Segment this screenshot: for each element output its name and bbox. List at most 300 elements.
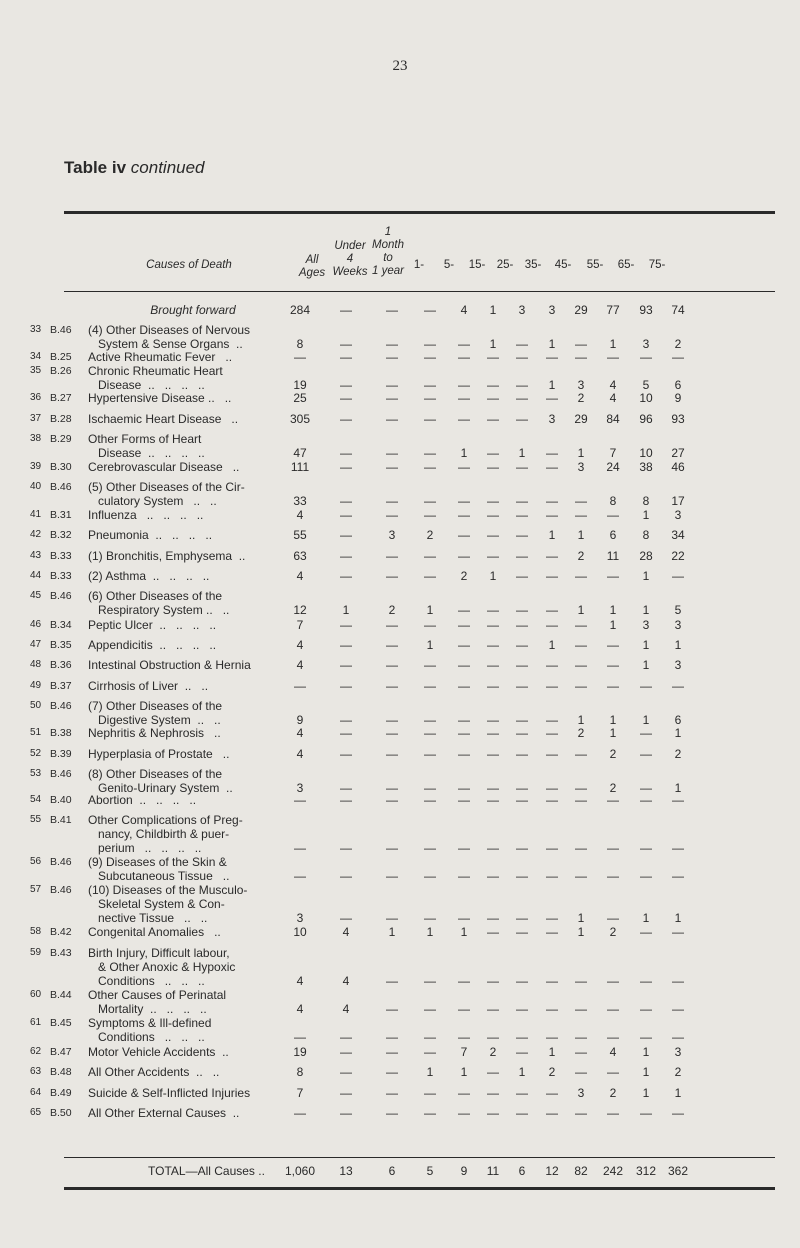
row-cell: — bbox=[294, 1030, 306, 1044]
row-cell: — bbox=[340, 1065, 352, 1079]
row-cell: 1 bbox=[426, 1065, 434, 1079]
row-cell: — bbox=[424, 726, 436, 740]
row-cell: — bbox=[607, 911, 619, 925]
row-cell: — bbox=[487, 974, 499, 988]
row-cell: — bbox=[516, 460, 528, 474]
row-cell: — bbox=[487, 841, 499, 855]
row-code: B.32 bbox=[50, 529, 72, 541]
row-cell: 4 bbox=[296, 974, 304, 988]
row-cell: — bbox=[294, 793, 306, 807]
row-cell: 2 bbox=[674, 747, 682, 761]
row-cell: — bbox=[340, 1030, 352, 1044]
row-cell: — bbox=[640, 974, 652, 988]
row-cell: 8 bbox=[642, 528, 650, 542]
row-code: B.28 bbox=[50, 413, 72, 425]
row-cell: — bbox=[487, 460, 499, 474]
row-cause bbox=[88, 1016, 316, 1044]
row-cause-line: & Other Anoxic & Hypoxic bbox=[88, 960, 236, 974]
row-cell: — bbox=[487, 1030, 499, 1044]
row-cell: 1 bbox=[674, 781, 682, 795]
row-cell: — bbox=[546, 494, 558, 508]
row-code: B.47 bbox=[50, 1046, 72, 1058]
row-cell: 3 bbox=[518, 303, 526, 317]
row-number: 54 bbox=[30, 794, 42, 805]
row-cell: — bbox=[424, 549, 436, 563]
row-cause-line: Other Causes of Perinatal bbox=[88, 988, 227, 1002]
row-cell: 10 bbox=[639, 446, 653, 460]
row-cell: 1 bbox=[642, 713, 650, 727]
row-cause bbox=[88, 460, 316, 474]
row-number: 42 bbox=[30, 529, 42, 540]
row-cell: 1 bbox=[489, 569, 497, 583]
row-cell: — bbox=[546, 713, 558, 727]
row-cell: — bbox=[340, 569, 352, 583]
row-cell: 1 bbox=[518, 1065, 526, 1079]
header-under4-l3: Weeks bbox=[332, 266, 368, 278]
row-cell: — bbox=[424, 1045, 436, 1059]
row-cell: — bbox=[487, 391, 499, 405]
row-cell: — bbox=[575, 350, 587, 364]
row-cell: — bbox=[424, 494, 436, 508]
row-cell: — bbox=[516, 974, 528, 988]
row-cell: 4 bbox=[609, 378, 617, 392]
row-cause-line: Congenital Anomalies .. bbox=[88, 925, 221, 939]
row-cell: — bbox=[640, 925, 652, 939]
row-cell: — bbox=[546, 911, 558, 925]
row-cell: — bbox=[424, 658, 436, 672]
row-cell: — bbox=[458, 869, 470, 883]
row-cause-line: Other Complications of Preg- bbox=[88, 813, 243, 827]
row-cell: — bbox=[546, 569, 558, 583]
row-cell: 1 bbox=[426, 925, 434, 939]
row-cell: — bbox=[340, 446, 352, 460]
row-cell: 7 bbox=[460, 1045, 468, 1059]
row-cell: — bbox=[575, 638, 587, 652]
row-code: B.36 bbox=[50, 659, 72, 671]
row-code: B.38 bbox=[50, 727, 72, 739]
header-age-45: 45- bbox=[554, 259, 572, 271]
row-cell: — bbox=[424, 446, 436, 460]
row-cell: 19 bbox=[293, 378, 307, 392]
row-cause-line: Conditions .. .. .. bbox=[88, 974, 205, 988]
row-cell: — bbox=[424, 1002, 436, 1016]
row-cause-line: Appendicitis .. .. .. .. bbox=[88, 638, 217, 652]
row-cell: 1 bbox=[609, 726, 617, 740]
row-cell: — bbox=[340, 658, 352, 672]
row-cell: — bbox=[546, 618, 558, 632]
row-cell: — bbox=[294, 679, 306, 693]
row-cause bbox=[88, 726, 316, 740]
rule-total-top bbox=[64, 1157, 775, 1158]
row-cell: — bbox=[575, 974, 587, 988]
row-cause bbox=[88, 988, 316, 1016]
row-cell: — bbox=[575, 747, 587, 761]
row-cause-line: Skeletal System & Con- bbox=[88, 897, 225, 911]
row-code: B.37 bbox=[50, 680, 72, 692]
row-cell: — bbox=[575, 869, 587, 883]
row-cell: — bbox=[516, 618, 528, 632]
row-cell: — bbox=[458, 726, 470, 740]
row-cell: — bbox=[340, 508, 352, 522]
row-cell: — bbox=[487, 378, 499, 392]
row-number: 45 bbox=[30, 590, 42, 601]
row-cell: 8 bbox=[609, 494, 617, 508]
row-cell: 1 bbox=[518, 446, 526, 460]
total-cell: 242 bbox=[602, 1164, 624, 1178]
row-cause bbox=[88, 747, 316, 761]
header-age-15: 15- bbox=[468, 259, 486, 271]
row-number: 39 bbox=[30, 461, 42, 472]
row-code: B.41 bbox=[50, 814, 72, 826]
row-cause-line: Subcutaneous Tissue .. bbox=[88, 869, 230, 883]
row-cell: — bbox=[516, 1030, 528, 1044]
row-cell: 4 bbox=[460, 303, 468, 317]
row-cell: — bbox=[424, 412, 436, 426]
row-number: 44 bbox=[30, 570, 42, 581]
row-cell: 1 bbox=[577, 528, 585, 542]
row-cause-line: Influenza .. .. .. .. bbox=[88, 508, 204, 522]
row-cell: — bbox=[340, 713, 352, 727]
row-cause-line: Genito-Urinary System .. bbox=[88, 781, 233, 795]
row-cell: — bbox=[340, 747, 352, 761]
row-cause bbox=[88, 432, 316, 460]
row-cell: — bbox=[487, 508, 499, 522]
row-cell: — bbox=[340, 638, 352, 652]
row-cell: — bbox=[458, 391, 470, 405]
row-cell: — bbox=[386, 1106, 398, 1120]
table-title bbox=[64, 158, 205, 178]
row-cell: — bbox=[516, 378, 528, 392]
row-cell: 1 bbox=[609, 337, 617, 351]
row-cell: — bbox=[487, 658, 499, 672]
row-cell: 46 bbox=[671, 460, 685, 474]
row-cell: — bbox=[340, 1086, 352, 1100]
row-cell: 1 bbox=[642, 569, 650, 583]
row-cell: — bbox=[458, 337, 470, 351]
row-number: 40 bbox=[30, 481, 42, 492]
row-cell: 6 bbox=[674, 378, 682, 392]
row-cell: — bbox=[458, 1002, 470, 1016]
row-number: 37 bbox=[30, 413, 42, 424]
row-cell: — bbox=[516, 603, 528, 617]
page-number: 23 bbox=[392, 58, 408, 74]
row-cell: — bbox=[386, 569, 398, 583]
row-cell: — bbox=[487, 494, 499, 508]
row-cell: 2 bbox=[609, 747, 617, 761]
row-number: 55 bbox=[30, 814, 42, 825]
row-cell: — bbox=[386, 747, 398, 761]
row-cell: — bbox=[340, 303, 352, 317]
row-cell: — bbox=[546, 549, 558, 563]
header-all-ages-l2: Ages bbox=[298, 267, 326, 279]
total-cell: 362 bbox=[667, 1164, 689, 1178]
row-code: B.25 bbox=[50, 351, 72, 363]
header-month1-l2: Month bbox=[372, 239, 404, 251]
row-cell: — bbox=[386, 1045, 398, 1059]
row-cell: 1 bbox=[642, 1065, 650, 1079]
row-cell: — bbox=[386, 391, 398, 405]
row-cell: — bbox=[340, 412, 352, 426]
row-cell: 3 bbox=[296, 781, 304, 795]
row-cause bbox=[88, 813, 316, 855]
row-cell: — bbox=[386, 781, 398, 795]
row-cause bbox=[88, 1086, 316, 1100]
row-cell: — bbox=[458, 1086, 470, 1100]
total-cell: 13 bbox=[339, 1164, 353, 1178]
row-cell: — bbox=[386, 350, 398, 364]
row-cell: 29 bbox=[574, 412, 588, 426]
row-cell: — bbox=[575, 841, 587, 855]
row-cell: — bbox=[458, 494, 470, 508]
row-cell: — bbox=[424, 1086, 436, 1100]
row-cell: — bbox=[487, 618, 499, 632]
row-cell: — bbox=[386, 793, 398, 807]
row-cell: 1 bbox=[460, 925, 468, 939]
row-cell: — bbox=[487, 747, 499, 761]
row-number: 35 bbox=[30, 365, 42, 376]
row-cell: — bbox=[487, 679, 499, 693]
row-cell: — bbox=[672, 569, 684, 583]
row-cell: — bbox=[640, 793, 652, 807]
row-code: B.27 bbox=[50, 392, 72, 404]
row-cell: 3 bbox=[674, 1045, 682, 1059]
row-cell: 1 bbox=[609, 713, 617, 727]
row-code: B.50 bbox=[50, 1107, 72, 1119]
row-cell: — bbox=[546, 869, 558, 883]
row-cell: 1 bbox=[489, 337, 497, 351]
row-cause-line: Mortality .. .. .. .. bbox=[88, 1002, 207, 1016]
row-cause bbox=[88, 699, 316, 727]
header-under4 bbox=[330, 240, 370, 279]
row-cell: — bbox=[607, 1065, 619, 1079]
row-cell: — bbox=[640, 841, 652, 855]
header-all-ages-l1: All bbox=[305, 254, 319, 266]
total-cell: 11 bbox=[486, 1164, 500, 1178]
row-cause-line: Nephritis & Nephrosis .. bbox=[88, 726, 221, 740]
row-cell: — bbox=[340, 337, 352, 351]
row-cell: — bbox=[487, 911, 499, 925]
row-cell: — bbox=[386, 841, 398, 855]
row-cause-line: Suicide & Self-Inflicted Injuries bbox=[88, 1086, 251, 1100]
row-cell: 1 bbox=[548, 638, 556, 652]
row-cell: — bbox=[424, 378, 436, 392]
row-code: B.46 bbox=[50, 590, 72, 602]
row-cell: 1 bbox=[388, 925, 396, 939]
row-number: 36 bbox=[30, 392, 42, 403]
row-cell: — bbox=[386, 1086, 398, 1100]
header-age-65: 65- bbox=[617, 259, 635, 271]
header-month1-l4: 1 year bbox=[372, 265, 404, 277]
row-cell: — bbox=[516, 841, 528, 855]
row-cell: — bbox=[386, 337, 398, 351]
row-cell: 2 bbox=[609, 781, 617, 795]
row-cause-line: Brought forward bbox=[150, 303, 236, 317]
row-cell: — bbox=[386, 494, 398, 508]
row-cell: — bbox=[340, 781, 352, 795]
row-cell: 1 bbox=[548, 1045, 556, 1059]
row-cell: — bbox=[386, 1030, 398, 1044]
row-code: B.33 bbox=[50, 550, 72, 562]
row-cell: — bbox=[487, 925, 499, 939]
row-cell: — bbox=[672, 350, 684, 364]
row-cell: — bbox=[575, 658, 587, 672]
row-cell: — bbox=[340, 726, 352, 740]
row-cell: 4 bbox=[342, 974, 350, 988]
row-cell: — bbox=[546, 460, 558, 474]
row-cell: — bbox=[458, 911, 470, 925]
row-code: B.49 bbox=[50, 1087, 72, 1099]
row-cell: 8 bbox=[296, 337, 304, 351]
row-code: B.42 bbox=[50, 926, 72, 938]
row-cause-line: perium .. .. .. .. bbox=[88, 841, 202, 855]
row-cell: — bbox=[546, 679, 558, 693]
row-number: 47 bbox=[30, 639, 42, 650]
row-cause-line: All Other External Causes .. bbox=[88, 1106, 240, 1120]
row-code: B.26 bbox=[50, 365, 72, 377]
row-cell: 4 bbox=[609, 1045, 617, 1059]
row-cell: — bbox=[607, 974, 619, 988]
row-cell: — bbox=[516, 747, 528, 761]
row-cell: — bbox=[458, 781, 470, 795]
row-cell: — bbox=[575, 793, 587, 807]
row-cell: 77 bbox=[606, 303, 620, 317]
row-cell: — bbox=[546, 1030, 558, 1044]
row-cell: — bbox=[607, 1030, 619, 1044]
row-cell: 7 bbox=[609, 446, 617, 460]
row-cell: 6 bbox=[674, 713, 682, 727]
row-number: 63 bbox=[30, 1066, 42, 1077]
row-cell: — bbox=[672, 1002, 684, 1016]
row-cell: 8 bbox=[296, 1065, 304, 1079]
row-cell: 2 bbox=[609, 1086, 617, 1100]
row-cell: 1 bbox=[342, 603, 350, 617]
row-cell: 3 bbox=[674, 658, 682, 672]
row-cell: 1 bbox=[577, 603, 585, 617]
row-cell: — bbox=[386, 658, 398, 672]
row-code: B.46 bbox=[50, 700, 72, 712]
row-cause bbox=[88, 767, 316, 795]
row-cell: 3 bbox=[674, 618, 682, 632]
row-cell: — bbox=[546, 446, 558, 460]
row-cell: — bbox=[516, 494, 528, 508]
row-cell: 1 bbox=[426, 638, 434, 652]
row-cell: — bbox=[386, 911, 398, 925]
row-cell: — bbox=[340, 391, 352, 405]
row-cell: 111 bbox=[290, 460, 310, 474]
header-age-5: 5- bbox=[443, 259, 455, 271]
header-age-35: 35- bbox=[524, 259, 542, 271]
row-cell: 10 bbox=[293, 925, 307, 939]
row-cause bbox=[88, 364, 316, 392]
row-cell: — bbox=[487, 1106, 499, 1120]
row-cell: — bbox=[672, 925, 684, 939]
row-cell: 4 bbox=[342, 1002, 350, 1016]
row-cell: 74 bbox=[671, 303, 685, 317]
row-cell: 2 bbox=[609, 925, 617, 939]
row-cell: — bbox=[458, 1030, 470, 1044]
row-cell: 1 bbox=[642, 638, 650, 652]
row-cell: — bbox=[640, 726, 652, 740]
row-cell: 5 bbox=[674, 603, 682, 617]
row-cell: — bbox=[672, 869, 684, 883]
row-cell: 2 bbox=[577, 391, 585, 405]
row-cell: 4 bbox=[609, 391, 617, 405]
row-cell: 4 bbox=[342, 925, 350, 939]
row-cell: — bbox=[340, 1106, 352, 1120]
row-code: B.40 bbox=[50, 794, 72, 806]
row-cause-line: System & Sense Organs .. bbox=[88, 337, 243, 351]
row-cell: — bbox=[607, 638, 619, 652]
row-cell: 4 bbox=[296, 638, 304, 652]
rule-head bbox=[64, 291, 775, 292]
total-cell: 82 bbox=[574, 1164, 588, 1178]
row-code: B.29 bbox=[50, 433, 72, 445]
header-under4-l1: Under bbox=[334, 240, 366, 252]
row-cell: — bbox=[607, 569, 619, 583]
header-month1-l3: to bbox=[383, 252, 393, 264]
row-cell: — bbox=[487, 1002, 499, 1016]
row-cell: 84 bbox=[606, 412, 620, 426]
row-number: 61 bbox=[30, 1017, 42, 1028]
row-cell: — bbox=[424, 974, 436, 988]
row-number: 62 bbox=[30, 1046, 42, 1057]
row-cell: — bbox=[516, 1002, 528, 1016]
row-cause bbox=[88, 1106, 316, 1120]
row-cell: 1 bbox=[609, 618, 617, 632]
row-cell: — bbox=[575, 569, 587, 583]
row-cell: — bbox=[516, 549, 528, 563]
row-code: B.46 bbox=[50, 768, 72, 780]
row-cell: — bbox=[546, 1086, 558, 1100]
row-cell: — bbox=[516, 508, 528, 522]
row-cause bbox=[88, 946, 316, 988]
row-cell: — bbox=[640, 1030, 652, 1044]
row-cell: — bbox=[458, 618, 470, 632]
row-cell: 33 bbox=[293, 494, 307, 508]
row-cell: — bbox=[386, 726, 398, 740]
row-cell: — bbox=[546, 925, 558, 939]
row-cause bbox=[88, 350, 316, 364]
row-cell: — bbox=[386, 303, 398, 317]
row-cell: — bbox=[607, 1106, 619, 1120]
row-number: 41 bbox=[30, 509, 42, 520]
row-cell: 1 bbox=[642, 1086, 650, 1100]
row-number: 38 bbox=[30, 433, 42, 444]
row-cause-line: (10) Diseases of the Musculo- bbox=[88, 883, 248, 897]
row-cell: — bbox=[424, 618, 436, 632]
row-cell: — bbox=[386, 460, 398, 474]
row-number: 53 bbox=[30, 768, 42, 779]
row-cell: 1 bbox=[674, 911, 682, 925]
row-cell: 4 bbox=[296, 658, 304, 672]
row-cell: — bbox=[458, 528, 470, 542]
row-cell: — bbox=[546, 1106, 558, 1120]
row-cause-line: Other Forms of Heart bbox=[88, 432, 202, 446]
row-cell: 4 bbox=[296, 1002, 304, 1016]
row-cell: 2 bbox=[388, 603, 396, 617]
row-cause bbox=[88, 549, 316, 563]
row-cell: — bbox=[487, 528, 499, 542]
row-cell: 3 bbox=[674, 508, 682, 522]
row-cell: — bbox=[424, 911, 436, 925]
row-cell: — bbox=[516, 713, 528, 727]
row-cell: — bbox=[672, 793, 684, 807]
row-cell: — bbox=[607, 658, 619, 672]
row-cell: 29 bbox=[574, 303, 588, 317]
row-cell: — bbox=[340, 793, 352, 807]
row-cell: — bbox=[294, 1106, 306, 1120]
row-cell: — bbox=[575, 679, 587, 693]
